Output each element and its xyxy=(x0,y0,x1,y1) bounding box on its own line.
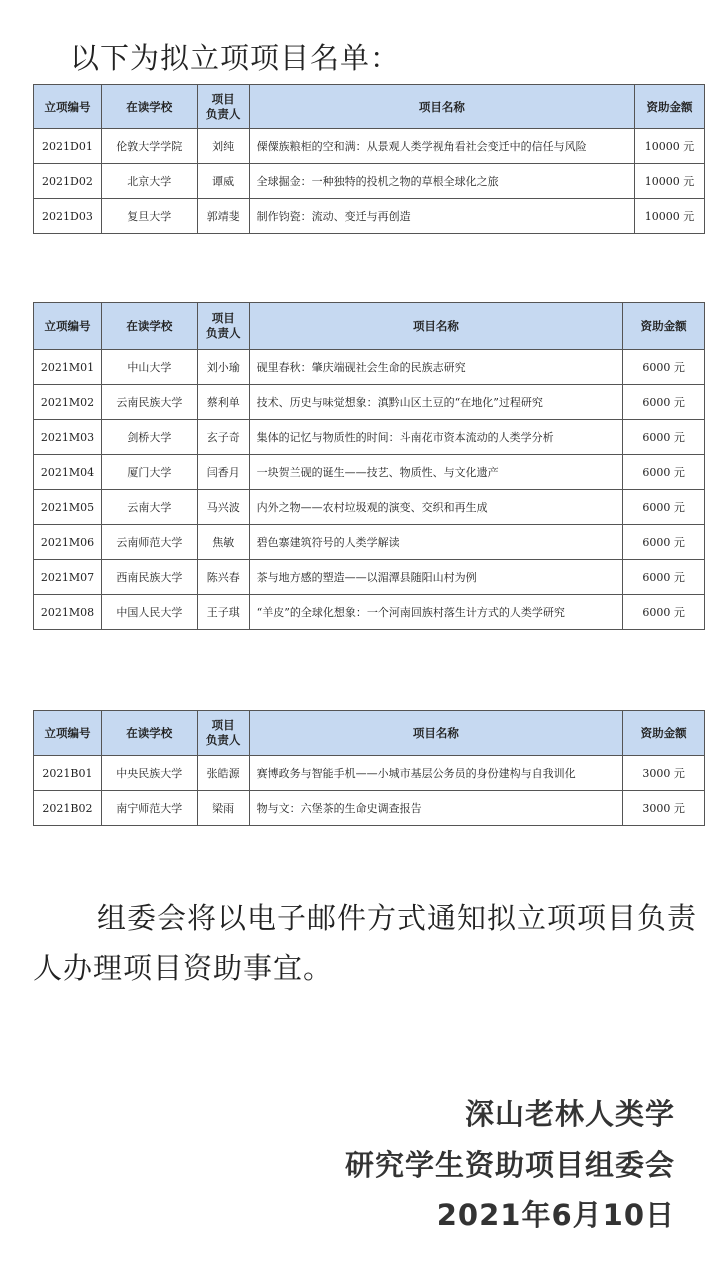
cell-lead: 刘纯 xyxy=(197,129,249,164)
col-header-id: 立项编号 xyxy=(34,85,102,129)
table-header-row xyxy=(34,303,705,350)
cell-title: 碧色寨建筑符号的人类学解读 xyxy=(249,525,623,560)
table-row xyxy=(34,129,705,164)
col-header-amount: 资助金额 xyxy=(635,85,705,129)
table-row xyxy=(34,420,705,455)
col-header-lead: 项目 负责人 xyxy=(197,85,249,129)
cell-amount: 6000 元 xyxy=(623,455,705,490)
cell-lead: 谭威 xyxy=(197,164,249,199)
cell-id: 2021B01 xyxy=(34,756,102,791)
grant-table-d xyxy=(33,84,705,234)
cell-id: 2021M06 xyxy=(34,525,102,560)
cell-id: 2021D03 xyxy=(34,199,102,234)
cell-id: 2021M02 xyxy=(34,385,102,420)
signature-org-line2: 研究学生资助项目组委会 xyxy=(344,1148,675,1182)
cell-title: 内外之物——农村垃圾观的演变、交织和再生成 xyxy=(249,490,623,525)
table-row xyxy=(34,525,705,560)
grant-table-m xyxy=(33,302,705,630)
cell-id: 2021D01 xyxy=(34,129,102,164)
cell-id: 2021M01 xyxy=(34,350,102,385)
cell-title: 全球掘金：一种独特的投机之物的草根全球化之旅 xyxy=(249,164,635,199)
cell-school: 中国人民大学 xyxy=(101,595,197,630)
cell-amount: 6000 元 xyxy=(623,385,705,420)
cell-school: 云南大学 xyxy=(101,490,197,525)
col-header-school: 在读学校 xyxy=(101,85,197,129)
cell-amount: 3000 元 xyxy=(623,791,705,826)
cell-title: 技术、历史与味觉想象：滇黔山区土豆的“在地化”过程研究 xyxy=(249,385,623,420)
cell-school: 云南师范大学 xyxy=(101,525,197,560)
cell-lead: 刘小瑜 xyxy=(197,350,249,385)
cell-school: 伦敦大学学院 xyxy=(101,129,197,164)
cell-lead: 玄子奇 xyxy=(197,420,249,455)
col-header-title: 项目名称 xyxy=(249,711,623,756)
col-header-id: 立项编号 xyxy=(34,711,102,756)
cell-school: 中山大学 xyxy=(101,350,197,385)
cell-amount: 6000 元 xyxy=(623,420,705,455)
cell-lead: 蔡利单 xyxy=(197,385,249,420)
table-header-row xyxy=(34,85,705,129)
cell-school: 南宁师范大学 xyxy=(101,791,197,826)
cell-school: 剑桥大学 xyxy=(101,420,197,455)
cell-amount: 10000 元 xyxy=(635,129,705,164)
cell-amount: 6000 元 xyxy=(623,350,705,385)
table-row xyxy=(34,791,705,826)
cell-amount: 6000 元 xyxy=(623,595,705,630)
col-header-id: 立项编号 xyxy=(34,303,102,350)
table-row xyxy=(34,385,705,420)
col-header-amount: 资助金额 xyxy=(623,711,705,756)
cell-title: 赛博政务与智能手机——小城市基层公务员的身份建构与自我训化 xyxy=(249,756,623,791)
cell-id: 2021B02 xyxy=(34,791,102,826)
cell-lead: 张皓源 xyxy=(197,756,249,791)
table-row xyxy=(34,350,705,385)
table-row xyxy=(34,560,705,595)
cell-amount: 10000 元 xyxy=(635,164,705,199)
cell-lead: 王子琪 xyxy=(197,595,249,630)
cell-id: 2021M03 xyxy=(34,420,102,455)
cell-school: 北京大学 xyxy=(101,164,197,199)
cell-id: 2021M07 xyxy=(34,560,102,595)
table-row xyxy=(34,455,705,490)
notice-paragraph: 组委会将以电子邮件方式通知拟立项项目负责人办理项目资助事宜。 xyxy=(33,901,698,985)
col-header-title: 项目名称 xyxy=(249,85,635,129)
cell-id: 2021M05 xyxy=(34,490,102,525)
cell-lead: 梁雨 xyxy=(197,791,249,826)
cell-title: 傈僳族粮柜的空和满：从景观人类学视角看社会变迁中的信任与风险 xyxy=(249,129,635,164)
col-header-amount: 资助金额 xyxy=(623,303,705,350)
cell-id: 2021D02 xyxy=(34,164,102,199)
cell-lead: 马兴波 xyxy=(197,490,249,525)
signature-date: 2021年6月10日 xyxy=(436,1198,675,1232)
col-header-lead: 项目 负责人 xyxy=(197,303,249,350)
cell-title: 物与文：六堡茶的生命史调查报告 xyxy=(249,791,623,826)
cell-title: 集体的记忆与物质性的时间：斗南花市资本流动的人类学分析 xyxy=(249,420,623,455)
cell-school: 云南民族大学 xyxy=(101,385,197,420)
cell-amount: 10000 元 xyxy=(635,199,705,234)
table-row xyxy=(34,199,705,234)
cell-title: 茶与地方感的塑造——以湄潭县随阳山村为例 xyxy=(249,560,623,595)
grant-table-b xyxy=(33,710,705,826)
cell-amount: 6000 元 xyxy=(623,490,705,525)
col-header-school: 在读学校 xyxy=(101,303,197,350)
cell-lead: 郭靖斐 xyxy=(197,199,249,234)
table-row xyxy=(34,756,705,791)
cell-id: 2021M08 xyxy=(34,595,102,630)
col-header-title: 项目名称 xyxy=(249,303,623,350)
cell-school: 厦门大学 xyxy=(101,455,197,490)
cell-amount: 6000 元 xyxy=(623,560,705,595)
col-header-school: 在读学校 xyxy=(101,711,197,756)
cell-title: 制作钧瓷：流动、变迁与再创造 xyxy=(249,199,635,234)
col-header-lead: 项目 负责人 xyxy=(197,711,249,756)
cell-title: 一块贺兰砚的诞生——技艺、物质性、与文化遗产 xyxy=(249,455,623,490)
table-row xyxy=(34,595,705,630)
cell-school: 西南民族大学 xyxy=(101,560,197,595)
cell-school: 中央民族大学 xyxy=(101,756,197,791)
cell-amount: 3000 元 xyxy=(623,756,705,791)
cell-lead: 闫香月 xyxy=(197,455,249,490)
cell-school: 复旦大学 xyxy=(101,199,197,234)
cell-amount: 6000 元 xyxy=(623,525,705,560)
table-row xyxy=(34,490,705,525)
cell-lead: 陈兴春 xyxy=(197,560,249,595)
signature-org-line1: 深山老林人类学 xyxy=(464,1097,675,1131)
cell-lead: 焦敏 xyxy=(197,525,249,560)
intro-text: 以下为拟立项项目名单： xyxy=(70,41,401,75)
cell-title: 砚里春秋：肇庆端砚社会生命的民族志研究 xyxy=(249,350,623,385)
cell-id: 2021M04 xyxy=(34,455,102,490)
table-header-row xyxy=(34,711,705,756)
table-row xyxy=(34,164,705,199)
cell-title: “羊皮”的全球化想象：一个河南回族村落生计方式的人类学研究 xyxy=(249,595,623,630)
